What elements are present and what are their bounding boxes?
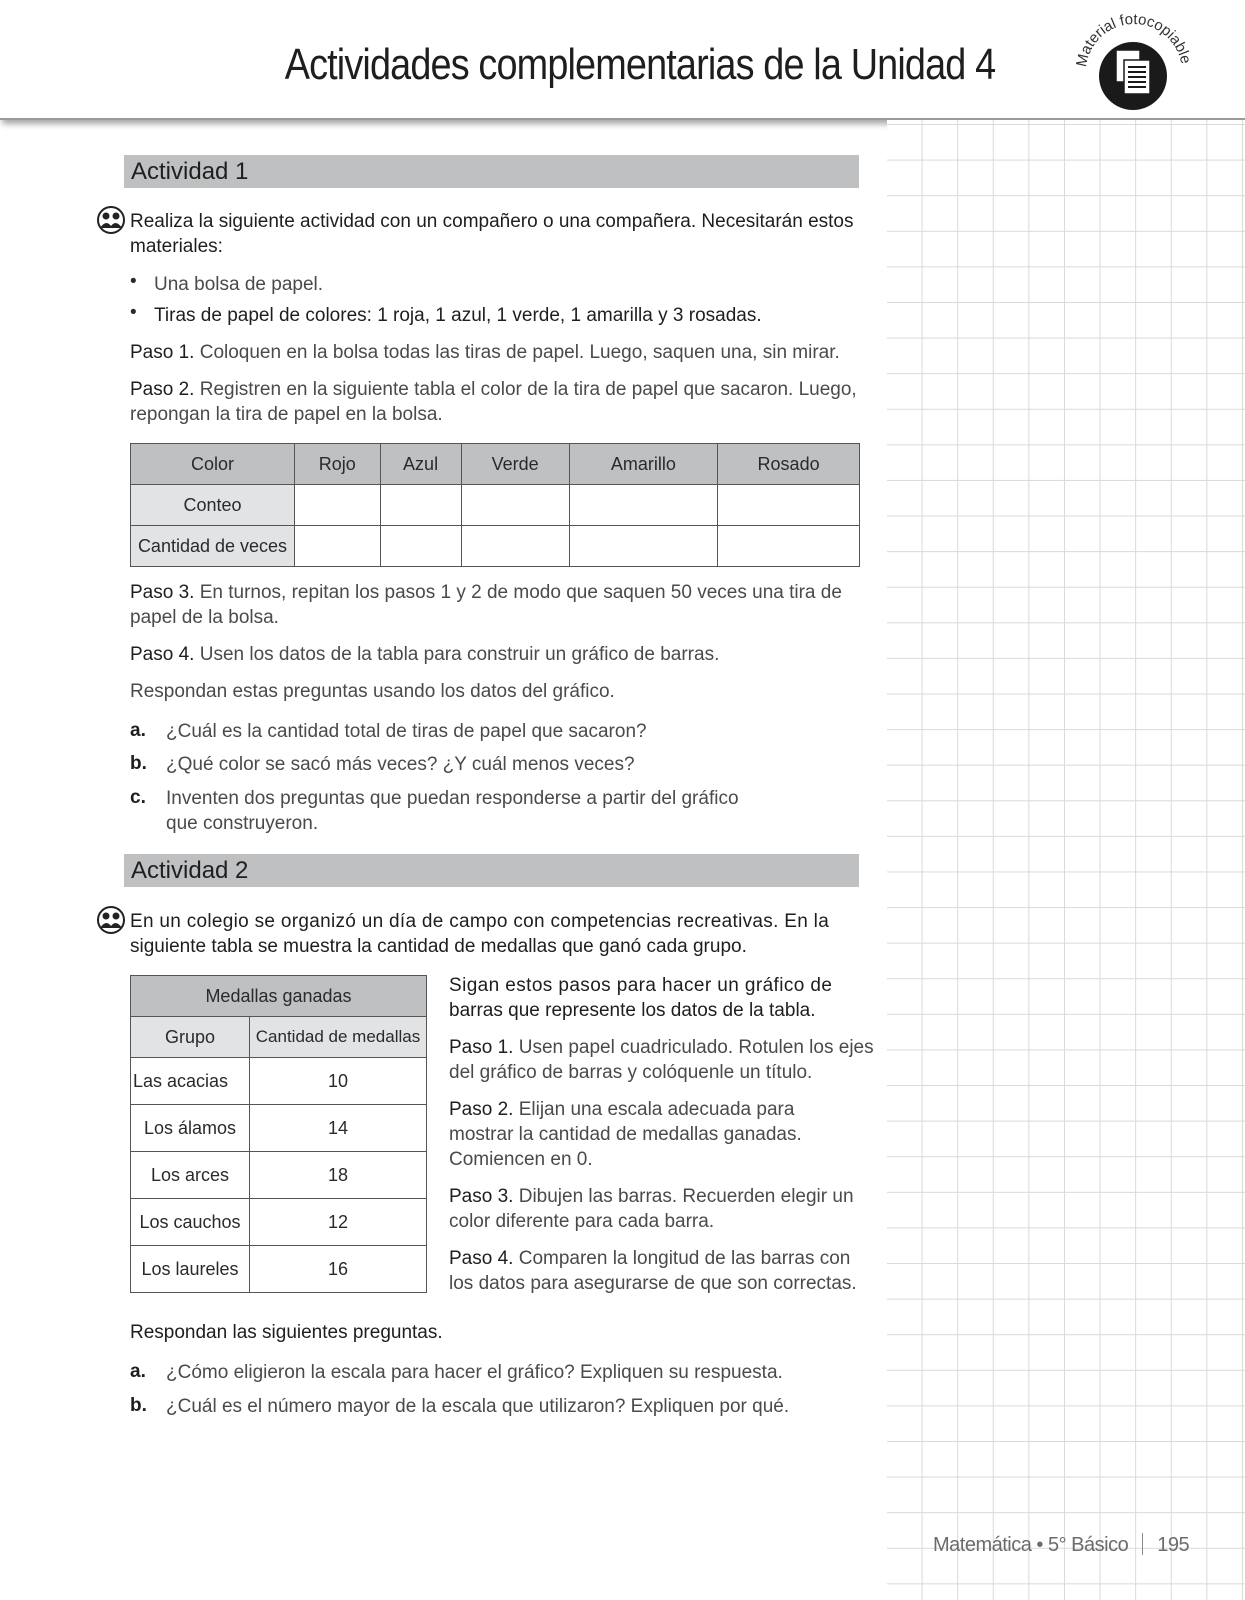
- pair-work-icon: [97, 206, 125, 234]
- footer-divider: [1142, 1533, 1143, 1555]
- question-letter: a.: [130, 1361, 146, 1382]
- table-cell-group: Los cauchos: [131, 1199, 250, 1246]
- table-cell-empty[interactable]: [461, 526, 569, 567]
- table-cell-medals: 12: [250, 1199, 427, 1246]
- activity2-step2-cont: Comiencen en 0.: [449, 1149, 593, 1170]
- table-header-cell: Color: [131, 444, 295, 485]
- question-text: ¿Cómo eligieron la escala para hacer el gráfico? Expliquen su respuesta.: [166, 1362, 783, 1383]
- table-cell-empty[interactable]: [380, 526, 461, 567]
- table-header-cell: Azul: [380, 444, 461, 485]
- activity1-step4: Paso 4. Usen los datos de la tabla para construir un gráfico de barras.: [130, 644, 720, 665]
- activity2-step2-cont: mostrar la cantidad de medallas ganadas.: [449, 1124, 802, 1145]
- question-text: ¿Qué color se sacó más veces? ¿Y cuál menos veces?: [166, 754, 635, 775]
- activity2-step4: Paso 4. Comparen la longitud de las barras con: [449, 1248, 851, 1269]
- question-letter: a.: [130, 720, 146, 741]
- table-cell-group: Las acacias: [131, 1058, 250, 1105]
- table-title: Medallas ganadas: [131, 976, 427, 1017]
- activity2-step1: Paso 1. Usen papel cuadriculado. Rotulen los ejes: [449, 1037, 874, 1058]
- activity2-heading: Actividad 2: [124, 854, 859, 887]
- table-cell-empty[interactable]: [461, 485, 569, 526]
- question-letter: b.: [130, 1395, 147, 1416]
- bullet: •: [130, 271, 137, 292]
- activity2-steps-intro-line1: Sigan estos pasos para hacer un gráfico de: [449, 975, 833, 996]
- photocopy-badge-icon: [1070, 10, 1195, 110]
- table-header-cell: Amarillo: [569, 444, 718, 485]
- table-cell-medals: 14: [250, 1105, 427, 1152]
- question-letter: b.: [130, 753, 147, 774]
- table-header-cell: Verde: [461, 444, 569, 485]
- activity2-step4-cont: los datos para asegurarse de que son correctas.: [449, 1273, 857, 1294]
- table-row-label: Cantidad de veces: [131, 526, 295, 567]
- activity1-step2-cont: repongan la tira de papel en la bolsa.: [130, 404, 443, 425]
- material-item: Tiras de papel de colores: 1 roja, 1 azul, 1 verde, 1 amarilla y 3 rosadas.: [154, 305, 762, 326]
- table-cell-empty[interactable]: [380, 485, 461, 526]
- table-header-cell: Cantidad de medallas: [250, 1017, 427, 1058]
- table-cell-group: Los laureles: [131, 1246, 250, 1293]
- activity1-step2: Paso 2. Registren en la siguiente tabla el color de la tira de papel que sacaron. Luego,: [130, 379, 857, 400]
- activity1-intro-line2: materiales:: [130, 236, 223, 257]
- table-cell-empty[interactable]: [718, 526, 860, 567]
- question-text: ¿Cuál es el número mayor de la escala que utilizaron? Expliquen por qué.: [166, 1396, 790, 1417]
- footer-subject: Matemática • 5° Básico: [933, 1534, 1129, 1556]
- table-row-label: Conteo: [131, 485, 295, 526]
- activity2-step1-cont: del gráfico de barras y colóquenle un título.: [449, 1062, 813, 1083]
- activity2-step2: Paso 2. Elijan una escala adecuada para: [449, 1099, 795, 1120]
- table-header-cell: Rojo: [295, 444, 381, 485]
- page-header: [0, 0, 1245, 120]
- activity2-intro-line1: En un colegio se organizó un día de campo con competencias recreativas. En la: [130, 911, 830, 932]
- question-text: Inventen dos preguntas que puedan responderse a partir del gráfico: [166, 788, 739, 809]
- question-text-cont: que construyeron.: [166, 813, 319, 834]
- table-cell-group: Los álamos: [131, 1105, 250, 1152]
- table-cell-empty[interactable]: [569, 526, 718, 567]
- table-cell-empty[interactable]: [295, 526, 381, 567]
- table-cell-medals: 10: [250, 1058, 427, 1105]
- medals-table: [130, 975, 427, 1293]
- bullet: •: [130, 302, 137, 323]
- table-cell-medals: 16: [250, 1246, 427, 1293]
- activity2-step3-cont: color diferente para cada barra.: [449, 1211, 715, 1232]
- activity1-step1: Paso 1. Coloquen en la bolsa todas las tiras de papel. Luego, saquen una, sin mirar.: [130, 342, 840, 363]
- photocopy-badge-text: Material fotocopiable: [1073, 10, 1195, 69]
- activity2-intro-line2: siguiente tabla se muestra la cantidad de medallas que ganó cada grupo.: [130, 936, 747, 957]
- activity2-steps-intro-line2: barras que represente los datos de la tabla.: [449, 1000, 816, 1021]
- activity1-intro-line1: Realiza la siguiente actividad con un compañero o una compañera. Necesitarán estos: [130, 211, 854, 232]
- table-cell-medals: 18: [250, 1152, 427, 1199]
- page-title: Actividades complementarias de la Unidad 4: [284, 40, 996, 89]
- question-letter: c.: [130, 787, 146, 808]
- page-footer: [933, 1533, 1189, 1557]
- activity2-step3: Paso 3. Dibujen las barras. Recuerden elegir un: [449, 1186, 854, 1207]
- pair-work-icon: [97, 906, 125, 934]
- activity1-heading: Actividad 1: [124, 155, 859, 188]
- activity2-answer-intro: Respondan las siguientes preguntas.: [130, 1322, 443, 1343]
- question-text: ¿Cuál es la cantidad total de tiras de papel que sacaron?: [166, 721, 647, 742]
- color-count-table: [130, 443, 860, 567]
- material-item: Una bolsa de papel.: [154, 274, 324, 295]
- page-number: 195: [1157, 1534, 1190, 1556]
- grid-paper-area: [887, 120, 1245, 1600]
- table-header-cell: Rosado: [718, 444, 860, 485]
- table-header-cell: Grupo: [131, 1017, 250, 1058]
- activity1-answer-intro: Respondan estas preguntas usando los datos del gráfico.: [130, 681, 615, 702]
- table-cell-empty[interactable]: [718, 485, 860, 526]
- activity1-step3: Paso 3. En turnos, repitan los pasos 1 y 2 de modo que saquen 50 veces una tira de: [130, 582, 842, 603]
- activity1-step3-cont: papel de la bolsa.: [130, 607, 279, 628]
- table-cell-empty[interactable]: [569, 485, 718, 526]
- table-cell-empty[interactable]: [295, 485, 381, 526]
- table-cell-group: Los arces: [131, 1152, 250, 1199]
